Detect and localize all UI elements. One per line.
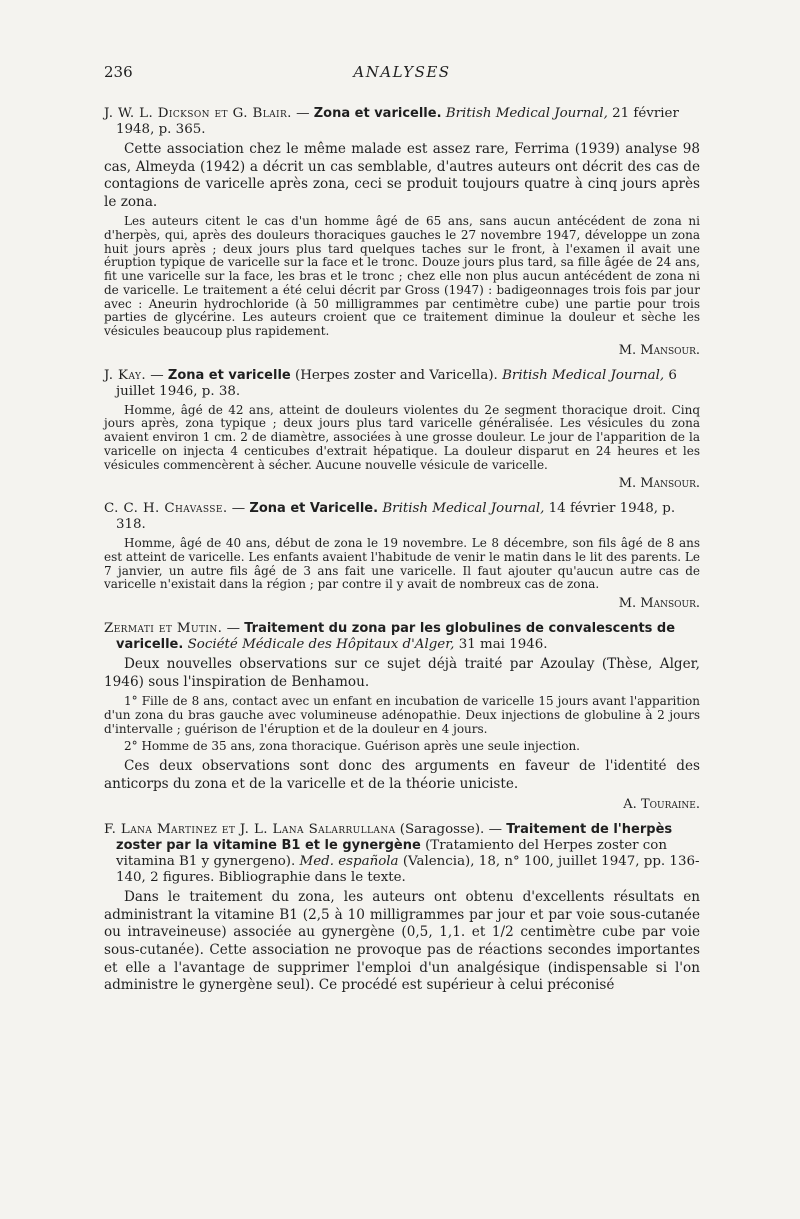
signature: M. Mansour. [618, 596, 700, 612]
page-number: 236 [104, 63, 133, 81]
abstract-paragraph: Ces deux observations sont donc des arguments en faveur de l'identité des anticorps du zona et de la varicelle et de la théorie uniciste. [104, 758, 700, 792]
citation: C. C. H. Chavasse. — Zona et Varicelle. British Medical Journal, 14 février 1948, p. 318. [104, 501, 676, 533]
abstract-entry [104, 822, 700, 995]
article-title: Traitement du zona par les globulines de convalescents de varicelle. [116, 621, 676, 653]
article-title: Zona et Varicelle. [249, 501, 379, 517]
authors: J. W. L. Dickson et G. Blair. [104, 106, 292, 121]
article-title: Zona et varicelle. [313, 106, 442, 121]
abstract-small-paragraph: Homme, âgé de 42 ans, atteint de douleurs violentes du 2e segment thoracique droit. Cinq jours après, zona typique ; deux jours plus tard varicelle généralisée. Les vésicules du zona avaient environ 1 cm. 2 de diamètre, associées à une grosse douleur. Le jour de l'apparition de la varicelle on injecta 4 centicubes d'extrait hépatique. La douleur disparut en 24 heures et les vésicules commencèrent à sécher. Aucune nouvelle vésicule de varicelle. [104, 402, 700, 472]
authors: J. Kay. [104, 367, 146, 383]
journal-name: British Medical Journal, [382, 501, 545, 517]
abstract-small-paragraph: 2° Homme de 35 ans, zona thoracique. Guérison après une seule injection. [124, 739, 580, 754]
signature: M. Mansour. [618, 342, 700, 358]
citation [104, 822, 700, 886]
citation-details: (Valencia), 18, n° 100, juillet 1947, pp. 136-140, 2 figures. Bibliographie dans le texte. [116, 854, 700, 886]
abstract-paragraph: Deux nouvelles observations sur ce sujet déjà traité par Azoulay (Thèse, Alger, 1946) sous l'inspiration de Benhamou. [104, 656, 700, 690]
authors: Zermati et Mutin. [104, 621, 223, 637]
abstract-entry [104, 106, 700, 358]
citation-details: 21 février 1948, p. 365. [116, 106, 679, 137]
title-translation: (Tratamiento del Herpes zoster con vitamina B1 y gynergeno). [116, 838, 667, 870]
running-title: ANALYSES [353, 63, 451, 81]
signature: A. Touraine. [623, 797, 700, 813]
page-header [104, 63, 700, 87]
abstract-paragraph: Dans le traitement du zona, les auteurs ont obtenu d'excellents résultats en administrant la vitamine B1 (2,5 à 10 milligrammes par jour et par voie sous-cutanée ou intraveineuse) associée au gynergène (0,5, 1,1. et 1/2 centimètre cube par voie sous-cutanée). Cette association ne provoque pas de réactions secondes importantes et elle a l'avantage de supprimer l'emploi d'un analgésique (indispensable si l'on administre le gynergène seul). Ce procédé est supérieur à celui préconisé [104, 889, 700, 994]
abstract-small-paragraph: Les auteurs citent le cas d'un homme âgé de 65 ans, sans aucun antécédent de zona ni d'herpès, qui, après des douleurs thoraciques gauches le 27 novembre 1947, développe un zona huit jours après ; deux jours plus tard quelques taches sur le front, à l'examen il avait une éruption typique de varicelle sur la face et le tronc. Douze jours plus tard, sa fille âgée de 24 ans, fit une varicelle sur la face, les bras et le tronc ; chez elle non plus aucun antécédent de zona ni de varicelle. Le traitement a été celui décrit par Gross (1947) : badigeonnages trois fois par jour avec : Aneurin hydrochloride (à 50 milligrammes par centimètre cube) une partie pour trois parties de glycérine. Les auteurs croient que ce traitement diminue la douleur et sèche les vésicules beaucoup plus rapidement. [104, 214, 700, 338]
journal-name: Med. española [299, 854, 399, 870]
abstract-entry [104, 621, 700, 812]
abstract-small-paragraph: 1° Fille de 8 ans, contact avec un enfant en incubation de varicelle 15 jours avant l'apparition d'un zona du bras gauche avec volumineuse adénopathie. Deux injections de globuline à 2 jours d'intervalle ; guérison de l'éruption et de la douleur en 4 jours. [104, 694, 700, 736]
citation-details: 14 février 1948, p. 318. [116, 501, 676, 533]
citation: J. W. L. Dickson et G. Blair. — Zona et varicelle. British Medical Journal, 21 février 1948, p. 365. [104, 106, 679, 137]
abstract-entry [104, 501, 700, 611]
journal-name: British Medical Journal, [445, 106, 608, 121]
authors: C. C. H. Chavasse. [104, 501, 228, 517]
citation-details: 31 mai 1946. [458, 637, 548, 653]
article-list [104, 106, 700, 1005]
citation: J. Kay. — Zona et varicelle (Herpes zoster and Varicella). British Medical Journal, 6 juillet 1946, p. 38. [104, 367, 677, 399]
journal-name: Société Médicale des Hôpitaux d'Alger, [187, 637, 455, 653]
citation: Zermati et Mutin. — Traitement du zona par les globulines de convalescents de varicelle. Société Médicale des Hôpitaux d'Alger, 31 mai 1946. [104, 621, 676, 653]
author-location: (Saragosse). — [399, 822, 502, 838]
journal-name: British Medical Journal, [502, 367, 665, 383]
signature: M. Mansour. [618, 476, 700, 492]
abstract-small-paragraph: Homme, âgé de 40 ans, début de zona le 19 novembre. Le 8 décembre, son fils âgé de 8 ans est atteint de varicelle. Les enfants avaient l'habitude de venir le matin dans le lit des parents. Le 7 janvier, un autre fils âgé de 3 ans fait une varicelle. Il faut ajouter qu'aucun autre cas de varicelle n'existait dans la région ; par contre il y avait de nombreux cas de zona. [104, 536, 700, 592]
abstract-paragraph: Cette association chez le même malade est assez rare, Ferrima (1939) analyse 98 cas, Almeyda (1942) a décrit un cas semblable, d'autres auteurs ont décrit des cas de contagions de varicelle après zona, ceci se produit toujours quatre à cinq jours après le zona. [104, 141, 700, 210]
citation-details: 6 juillet 1946, p. 38. [116, 367, 677, 399]
abstract-entry [104, 368, 700, 492]
authors: F. Lana Martinez et J. L. Lana Salarrullana [104, 822, 396, 838]
article-title: Zona et varicelle [167, 367, 291, 383]
article-title: Traitement de l'herpès zoster par la vitamine B1 et le gynergène [116, 822, 673, 854]
title-translation: (Herpes zoster and Varicella). [295, 367, 498, 383]
